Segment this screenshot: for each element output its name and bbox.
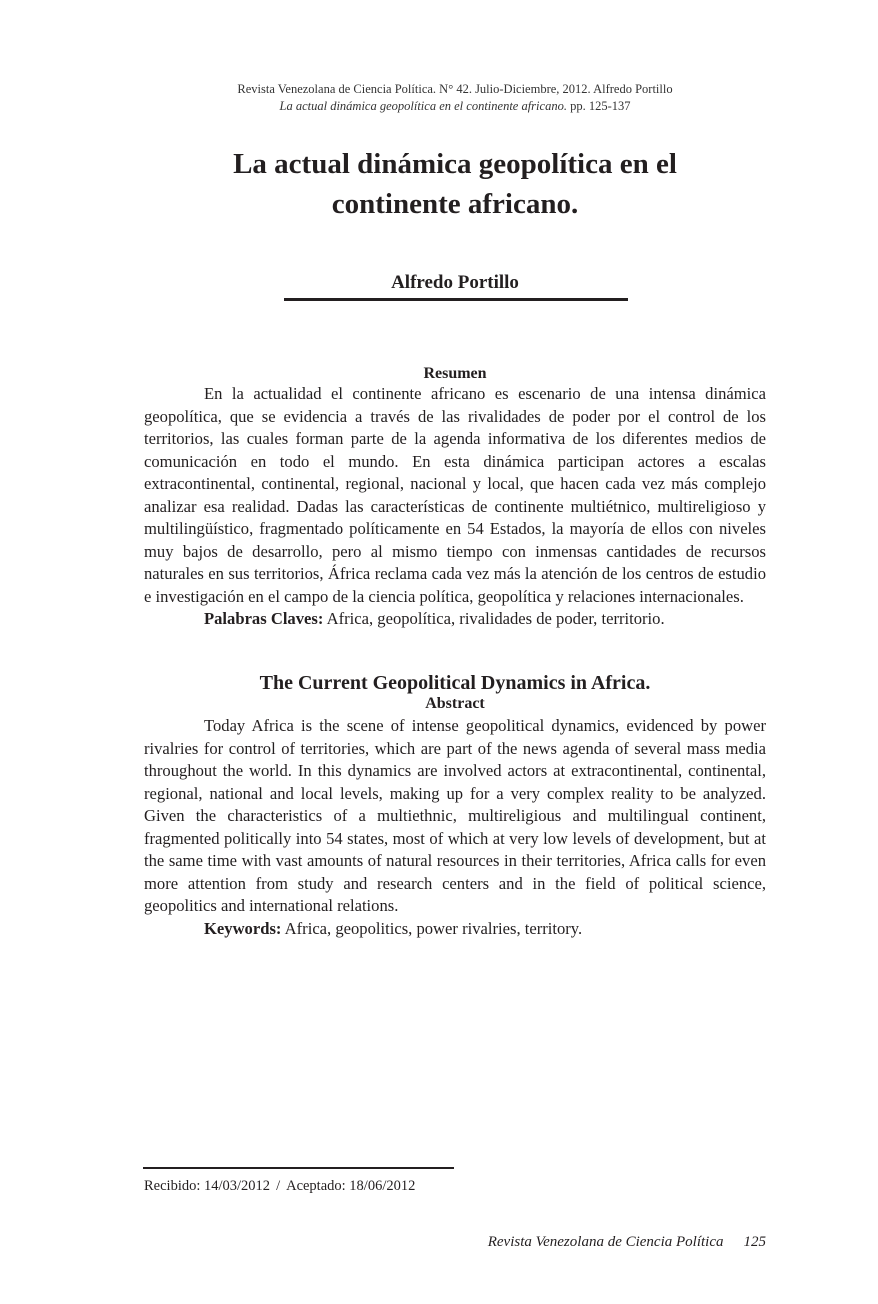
- abstract-section: [144, 715, 766, 940]
- resumen-keywords-text: Africa, geopolítica, rivalidades de poder, territorio.: [323, 609, 665, 628]
- running-footer: [488, 1232, 766, 1252]
- author-underline: [284, 298, 628, 301]
- resumen-section: [144, 383, 766, 631]
- header-citation: Revista Venezolana de Ciencia Política. N° 42. Julio-Diciembre, 2012. Alfredo Portillo: [237, 82, 673, 96]
- header-article-title: La actual dinámica geopolítica en el continente africano.: [279, 99, 567, 113]
- header-pages: pp. 125-137: [566, 99, 631, 113]
- footnote-rule: [143, 1167, 454, 1169]
- accepted-date: Aceptado: 18/06/2012: [286, 1178, 416, 1194]
- header-article-ref: [0, 98, 878, 115]
- page-number: 125: [743, 1234, 766, 1250]
- footer-journal: Revista Venezolana de Ciencia Política: [487, 1234, 724, 1250]
- running-header: [0, 81, 878, 115]
- footnote-dates: [144, 1176, 415, 1196]
- article-title-line1: La actual dinámica geopolítica en el: [233, 148, 677, 180]
- resumen-heading: Resumen: [423, 365, 487, 382]
- author-name: Alfredo Portillo: [391, 272, 519, 293]
- abstract-keywords-label: Keywords:: [204, 918, 282, 938]
- resumen-keywords: [144, 608, 766, 631]
- article-title-line2: continente africano.: [331, 188, 579, 220]
- date-separator: /: [276, 1178, 281, 1194]
- resumen-keywords-label: Palabras Claves:: [204, 609, 324, 628]
- abstract-keywords-text: Africa, geopolitics, power rivalries, territory.: [281, 918, 583, 938]
- english-title: The Current Geopolitical Dynamics in Africa.: [259, 672, 651, 694]
- abstract-heading: Abstract: [425, 695, 485, 712]
- article-title: [0, 144, 878, 224]
- abstract-paragraph: Today Africa is the scene of intense geopolitical dynamics, evidenced by power rivalries for control of territories, which are part of the news agenda of several mass media throughout the world. In this dynamics are involved actors at extracontinental, continental, regional, national and local levels, making up for a very complex reality to be analyzed. Given the characteristics of a multiethnic, multireligious and multilingual continent, fragmented politically into 54 states, most of which at very low levels of development, but at the same time with vast amounts of natural resources in their territories, Africa calls for even more attention from study and research centers and in the field of political science, geopolitics and international relations.: [144, 716, 766, 915]
- resumen-paragraph: En la actualidad el continente africano es escenario de una intensa dinámica geopolítica, que se evidencia a través de las rivalidades de poder por el control de los territorios, las cuales forman parte de la agenda informativa de los diferentes medios de comunicación en todo el mundo. En esta dinámica participan actores a escalas extracontinental, continental, regional, nacional y local, que hacen cada vez más complejo analizar esa realidad. Dadas las características de continente multiétnico, multireligioso y multilingüístico, fragmentado políticamente en 54 Estados, la mayoría de ellos con niveles muy bajos de desarrollo, pero al mismo tiempo con inmensas cantidades de recursos naturales en sus territorios, África reclama cada vez más la atención de los centros de estudio e investigación en el campo de la ciencia política, geopolítica y relaciones internacionales.: [144, 384, 766, 606]
- abstract-keywords: [144, 918, 766, 941]
- received-date: Recibido: 14/03/2012: [144, 1178, 271, 1194]
